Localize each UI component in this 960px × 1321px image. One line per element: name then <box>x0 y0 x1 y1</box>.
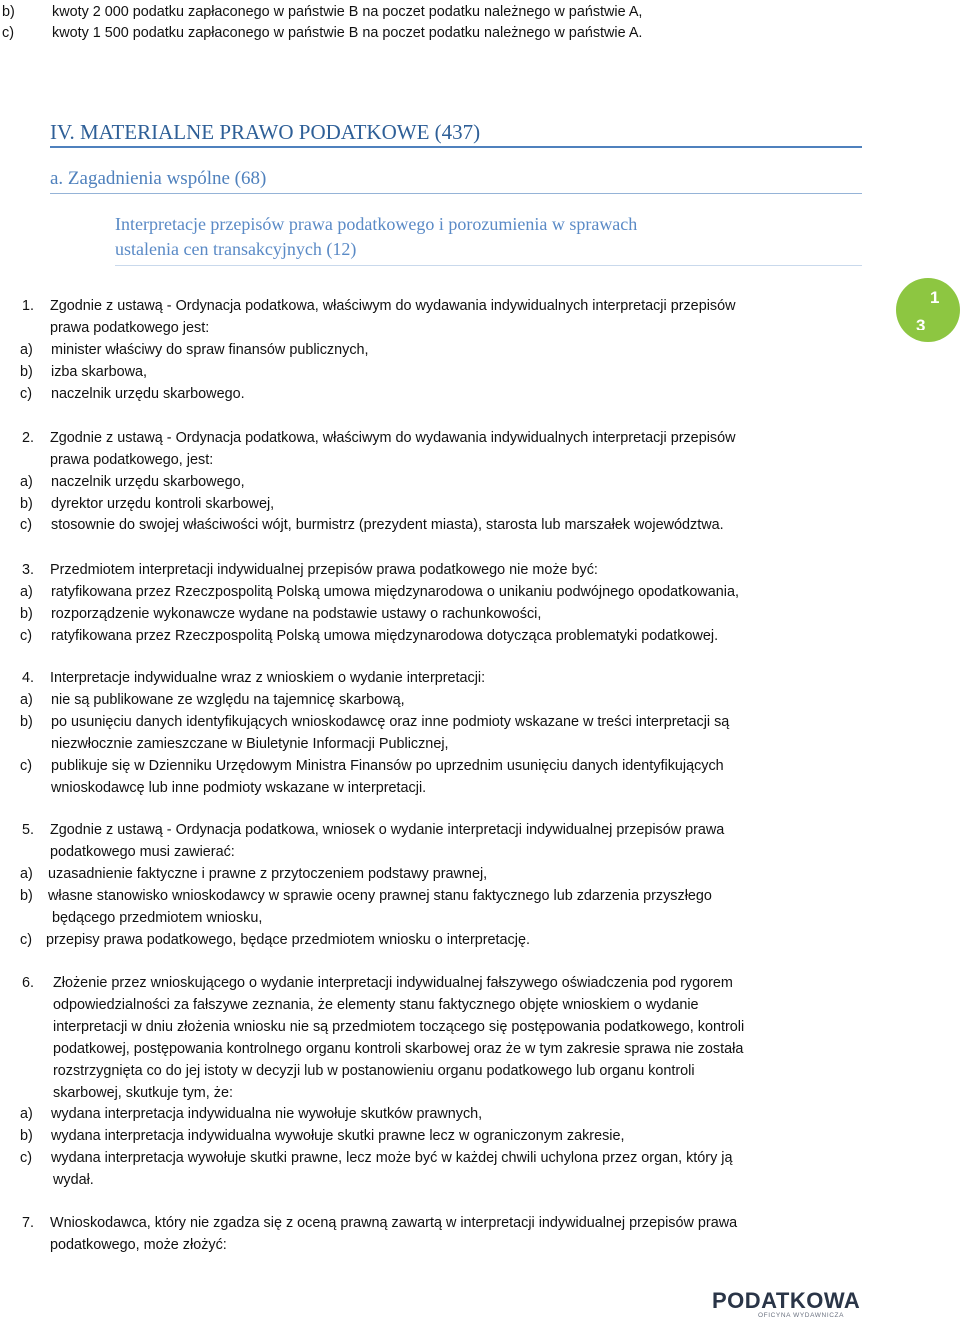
answer-text: rozporządzenie wykonawcze wydane na podstawie ustawy o rachunkowości, <box>51 606 542 622</box>
answer-text: wydana interpretacja indywidualna nie wywołuje skutków prawnych, <box>51 1106 483 1122</box>
answer-text: ratyfikowana przez Rzeczpospolitą Polską umowa międzynarodowa dotycząca problematyki podatkowej. <box>51 628 719 644</box>
topic-heading-line: Interpretacje przepisów prawa podatkowego i porozumienia w sprawach <box>115 214 638 234</box>
answer-label: a) <box>20 342 33 358</box>
answer-text: stosownie do swojej właściwości wójt, burmistrz (prezydent miasta), starosta lub marszałek województwa. <box>51 517 724 533</box>
question-text-line: Zgodnie z ustawą - Ordynacja podatkowa, wniosek o wydanie interpretacji indywidualnej przepisów prawa <box>50 822 725 838</box>
answer-text: nie są publikowane ze względu na tajemnicę skarbową, <box>51 692 405 708</box>
item-text: kwoty 1 500 podatku zapłaconego w państwie B na poczet podatku należnego w państwie A. <box>52 25 643 41</box>
answer-text: publikuje się w Dzienniku Urzędowym Ministra Finansów po uprzednim usunięciu danych identyfikujących <box>51 758 724 774</box>
answer-text: wydana interpretacja indywidualna wywołuje skutki prawne lecz w ograniczonym zakresie, <box>51 1128 625 1144</box>
item-label: b) <box>2 4 15 20</box>
question-text-line: Złożenie przez wnioskującego o wydanie interpretacji indywidualnej fałszywego oświadczenia pod rygorem <box>53 975 733 991</box>
page-number-second: 3 <box>916 318 926 330</box>
question-text-line: Wnioskodawca, który nie zgadza się z oceną prawną zawartą w interpretacji indywidualnej przepisów prawa <box>50 1215 738 1231</box>
question-text-line: rozstrzygnięta co do jej istoty w decyzji lub w postanowieniu organu podatkowego lub organu kontroli <box>53 1063 695 1079</box>
page-number: 1 <box>930 288 940 307</box>
question-text-line: Zgodnie z ustawą - Ordynacja podatkowa, właściwym do wydawania indywidualnych interpretacji przepisów <box>50 298 736 314</box>
topic-heading-line: ustalenia cen transakcyjnych (12) <box>115 239 357 259</box>
answer-text-line: będącego przedmiotem wniosku, <box>52 910 263 926</box>
answer-label: b) <box>20 364 33 380</box>
page-number-badge <box>896 278 960 342</box>
question-text-line: Zgodnie z ustawą - Ordynacja podatkowa, właściwym do wydawania indywidualnych interpretacji przepisów <box>50 430 736 446</box>
answer-text: wydana interpretacja wywołuje skutki prawne, lecz może być w każdej chwili uchylona przez organ, który ją <box>51 1150 733 1166</box>
item-text: kwoty 2 000 podatku zapłaconego w państwie B na poczet podatku należnego w państwie A, <box>52 4 643 20</box>
answer-label: c) <box>20 932 32 948</box>
answer-text-line: wnioskodawcę lub inne podmioty wskazane w interpretacji. <box>51 780 427 796</box>
answer-text: naczelnik urzędu skarbowego. <box>51 386 245 402</box>
answer-label: c) <box>20 386 32 402</box>
answer-text: przepisy prawa podatkowego, będące przedmiotem wniosku o interpretację. <box>46 932 530 948</box>
question-text-line: podatkowej, postępowania kontrolnego organu kontroli skarbowej oraz że w tym zakresie sprawa nie została <box>53 1041 744 1057</box>
question-text-line: podatkowego musi zawierać: <box>50 844 235 860</box>
question-number: 2. <box>22 430 35 446</box>
answer-label: c) <box>20 628 32 644</box>
answer-label: b) <box>20 714 33 730</box>
item-label: c) <box>2 25 14 41</box>
answer-label: a) <box>20 584 33 600</box>
publisher-logo <box>712 1288 862 1320</box>
question-text-line: podatkowego, może złożyć: <box>50 1237 227 1253</box>
answer-label: a) <box>20 1106 33 1122</box>
answer-text: po usunięciu danych identyfikujących wnioskodawcę oraz inne podmioty wskazane w treści interpretacji są <box>51 714 730 730</box>
question-text-line: odpowiedzialności za fałszywe zeznania, że elementy stanu faktycznego objęte wnioskiem o wydanie <box>53 997 699 1013</box>
topic-heading <box>115 212 862 266</box>
question-number: 6. <box>22 975 35 991</box>
question-text-line: skarbowej, skutkuje tym, że: <box>53 1085 233 1101</box>
answer-text: dyrektor urzędu kontroli skarbowej, <box>51 496 275 512</box>
answer-label: b) <box>20 888 33 904</box>
answer-label: a) <box>20 866 33 882</box>
answer-text: izba skarbowa, <box>51 364 147 380</box>
question-text-line: Interpretacje indywidualne wraz z wnioskiem o wydanie interpretacji: <box>50 670 486 686</box>
answer-label: c) <box>20 1150 32 1166</box>
answer-label: b) <box>20 1128 33 1144</box>
answer-label: c) <box>20 517 32 533</box>
answer-label: a) <box>20 692 33 708</box>
answer-text: uzasadnienie faktyczne i prawne z przytoczeniem podstawy prawnej, <box>48 866 488 882</box>
question-number: 4. <box>22 670 35 686</box>
question-text-line: Przedmiotem interpretacji indywidualnej przepisów prawa podatkowego nie może być: <box>50 562 598 578</box>
question-number: 3. <box>22 562 35 578</box>
logo-wordmark: PODATKOWA <box>712 1288 861 1313</box>
answer-label: a) <box>20 474 33 490</box>
question-number: 7. <box>22 1215 35 1231</box>
question-number: 1. <box>22 298 35 314</box>
answer-label: b) <box>20 496 33 512</box>
question-text-line: interpretacji w dniu złożenia wniosku nie są przedmiotem toczącego się postępowania podatkowego, kontroli <box>53 1019 745 1035</box>
answer-text: minister właściwy do spraw finansów publicznych, <box>51 342 369 358</box>
answer-text: ratyfikowana przez Rzeczpospolitą Polską umowa międzynarodowa o unikaniu podwójnego opodatkowania, <box>51 584 739 600</box>
answer-text-line: wydał. <box>53 1172 94 1188</box>
section-heading: IV. MATERIALNE PRAWO PODATKOWE (437) <box>50 118 862 148</box>
question-text-line: prawa podatkowego, jest: <box>50 452 214 468</box>
answer-text-line: niezwłocznie zamieszczane w Biuletynie Informacji Publicznej, <box>51 736 449 752</box>
subsection-heading: a. Zagadnienia wspólne (68) <box>50 166 862 194</box>
answer-label: b) <box>20 606 33 622</box>
question-text-line: prawa podatkowego jest: <box>50 320 210 336</box>
answer-text: naczelnik urzędu skarbowego, <box>51 474 245 490</box>
answer-label: c) <box>20 758 32 774</box>
logo-subtitle: OFICYNA WYDAWNICZA <box>758 1312 845 1319</box>
question-number: 5. <box>22 822 35 838</box>
answer-text: własne stanowisko wnioskodawcy w sprawie oceny prawnej stanu faktycznego lub zdarzenia przyszłego <box>48 888 712 904</box>
